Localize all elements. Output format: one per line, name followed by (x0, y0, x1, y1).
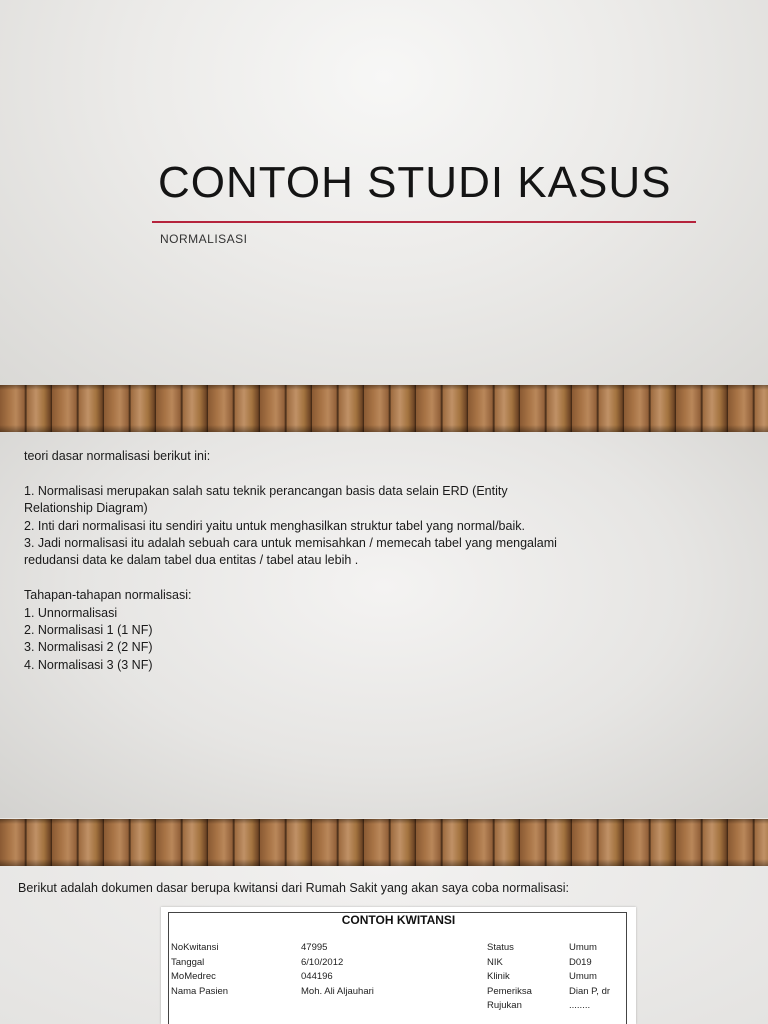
text-line: teori dasar normalisasi berikut ini: (24, 449, 211, 463)
wood-floor-divider (0, 385, 768, 432)
receipt-field-value: Umum (569, 942, 597, 953)
blank-line (24, 570, 584, 587)
slide-title: CONTOH STUDI KASUS (158, 158, 672, 207)
text-line: 1. Normalisasi merupakan salah satu teknik perancangan basis data selain ERD (Entity (24, 483, 508, 498)
text-line: 3. Jadi normalisasi itu adalah sebuah cara untuk memisahkan / memecah tabel yang mengalami (24, 536, 557, 551)
receipt-field-value: D019 (569, 956, 592, 968)
receipt-field-label: Pemeriksa (487, 985, 532, 997)
receipt-document (161, 907, 636, 1024)
text-line: 2. Inti dari normalisasi itu sendiri yaitu untuk menghasilkan struktur tabel yang normal/baik. (24, 518, 525, 533)
title-slide (0, 0, 768, 385)
receipt-field-label: Tanggal (171, 956, 205, 968)
slide-subtitle: NORMALISASI (160, 232, 248, 246)
blank-line (24, 465, 584, 482)
receipt-field-label: Klinik (487, 971, 510, 982)
theory-text (24, 448, 584, 674)
receipt-field-label: Status (487, 942, 514, 953)
receipt-field-value: ........ (569, 1000, 591, 1011)
text-line: 4. Normalisasi 3 (3 NF) (24, 657, 153, 672)
receipt-field-value: 47995 (301, 942, 328, 953)
text-line: Tahapan-tahapan normalisasi: (24, 588, 192, 603)
receipt-field-label: NoKwitansi (171, 942, 219, 953)
receipt-title: CONTOH KWITANSI (341, 913, 456, 927)
receipt-field-value: 6/10/2012 (301, 956, 344, 968)
receipt-field-value: Umum (569, 971, 597, 982)
receipt-field-value: 044196 (301, 971, 333, 982)
wood-floor-divider (0, 819, 768, 866)
receipt-field-label: Rujukan (487, 1000, 522, 1011)
text-line: redudansi data ke dalam tabel dua entitas / tabel atau lebih . (24, 553, 359, 568)
text-line: 3. Normalisasi 2 (2 NF) (24, 640, 153, 655)
receipt-intro-text: Berikut adalah dokumen dasar berupa kwitansi dari Rumah Sakit yang akan saya coba normalisasi: (18, 881, 569, 895)
receipt-field-label: NIK (487, 956, 503, 968)
text-line: 1. Unnormalisasi (24, 605, 118, 620)
receipt-field-label: MoMedrec (171, 971, 216, 982)
receipt-field-label: Nama Pasien (171, 985, 229, 997)
text-line: Relationship Diagram) (24, 501, 148, 516)
receipt-frame (168, 912, 627, 1024)
text-line: 2. Normalisasi 1 (1 NF) (24, 623, 153, 638)
receipt-field-value: Dian P, dr (569, 985, 611, 997)
title-divider (152, 221, 696, 223)
receipt-field-value: Moh. Ali Aljauhari (301, 985, 374, 997)
